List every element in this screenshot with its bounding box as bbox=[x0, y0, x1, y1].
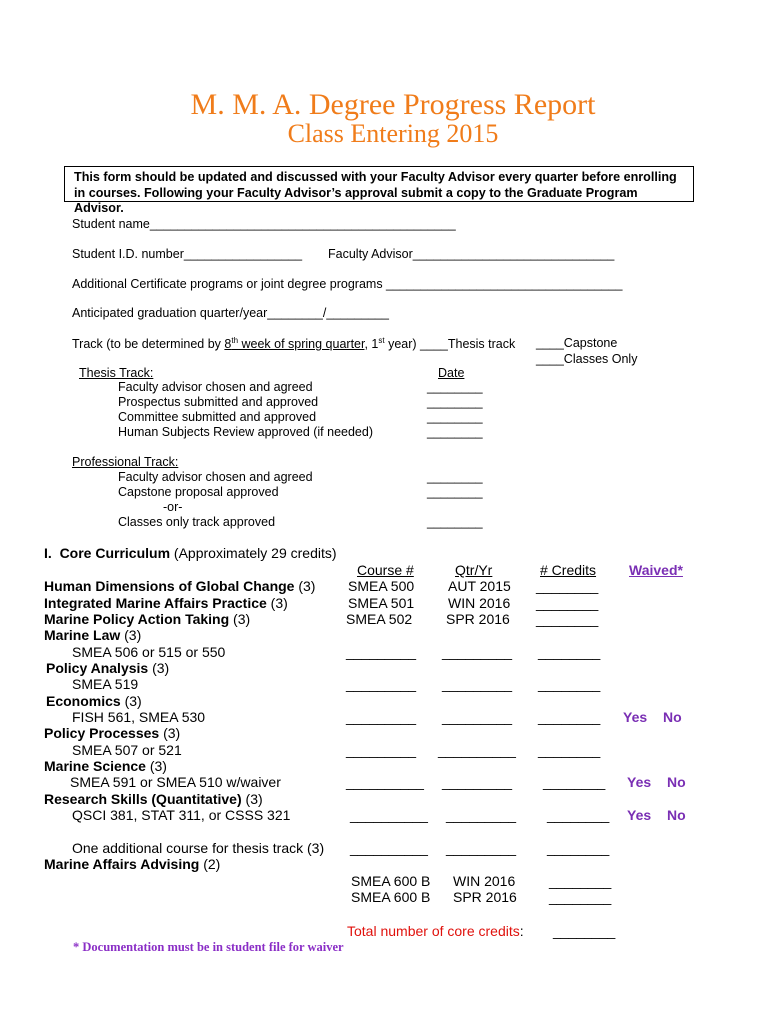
professional-or: -or- bbox=[163, 500, 183, 514]
date-blank[interactable]: ________ bbox=[427, 395, 483, 409]
student-name-field[interactable]: Student name____________________________________________ bbox=[72, 217, 456, 231]
core-qtr: WIN 2016 bbox=[453, 873, 516, 889]
core-course: SMEA 600 B bbox=[351, 873, 431, 889]
core-group-options: FISH 561, SMEA 530 bbox=[72, 709, 206, 725]
credits-blank[interactable]: ________ bbox=[536, 578, 599, 594]
credits-blank[interactable]: ________ bbox=[547, 840, 610, 856]
credits-blank[interactable]: ________ bbox=[543, 774, 606, 790]
core-qtr: AUT 2015 bbox=[448, 578, 511, 594]
col-course: Course # bbox=[357, 562, 414, 578]
course-blank[interactable]: __________ bbox=[346, 774, 424, 790]
credits-blank[interactable]: ________ bbox=[538, 709, 601, 725]
core-row: Marine Policy Action Taking (3) bbox=[44, 611, 251, 627]
core-group-options: SMEA 591 or SMEA 510 w/waiver bbox=[70, 774, 281, 790]
track-week: 8th week of spring quarter bbox=[224, 336, 365, 352]
credits-blank[interactable]: ________ bbox=[538, 676, 601, 692]
core-course: SMEA 500 bbox=[348, 578, 415, 594]
core-qtr: WIN 2016 bbox=[448, 595, 511, 611]
student-id-field[interactable]: Student I.D. number_________________ bbox=[72, 247, 303, 261]
page-title: M. M. A. Degree Progress Report bbox=[190, 88, 596, 121]
course-blank[interactable]: _________ bbox=[346, 709, 417, 725]
core-group: Marine Law (3) bbox=[44, 627, 142, 643]
core-group-options: QSCI 381, STAT 311, or CSSS 321 bbox=[72, 807, 291, 823]
date-blank[interactable]: ________ bbox=[427, 410, 483, 424]
credits-blank[interactable]: ________ bbox=[536, 611, 599, 627]
professional-track-heading: Professional Track: bbox=[72, 455, 179, 469]
core-group: Policy Analysis (3) bbox=[46, 660, 170, 676]
date-blank[interactable]: ________ bbox=[427, 470, 483, 484]
date-blank[interactable]: ________ bbox=[427, 485, 483, 499]
credits-blank[interactable]: ________ bbox=[547, 807, 610, 823]
track-option-classes-only[interactable]: ____Classes Only bbox=[536, 352, 638, 366]
core-row: Human Dimensions of Global Change (3) bbox=[44, 578, 316, 594]
course-blank[interactable]: _________ bbox=[346, 644, 417, 660]
page-subtitle: Class Entering 2015 bbox=[287, 119, 499, 148]
col-credits: # Credits bbox=[540, 562, 597, 578]
waived-yes-option[interactable]: Yes bbox=[623, 709, 648, 725]
core-group: Economics (3) bbox=[46, 693, 142, 709]
course-blank[interactable]: _________ bbox=[346, 676, 417, 692]
waived-no-option[interactable]: No bbox=[663, 709, 682, 725]
date-blank[interactable]: ________ bbox=[427, 425, 483, 439]
total-credits-label: Total number of core credits: bbox=[347, 923, 524, 939]
waived-yes-option[interactable]: Yes bbox=[627, 774, 652, 790]
core-group: Research Skills (Quantitative) (3) bbox=[44, 791, 263, 807]
core-group-options: SMEA 519 bbox=[72, 676, 139, 692]
professional-item: Faculty advisor chosen and agreed bbox=[118, 470, 313, 484]
total-credits-blank[interactable]: ________ bbox=[553, 923, 616, 939]
core-row: Integrated Marine Affairs Practice (3) bbox=[44, 595, 288, 611]
date-blank[interactable]: ________ bbox=[427, 515, 483, 529]
track-selection bbox=[72, 336, 515, 351]
qtr-blank[interactable]: __________ bbox=[438, 742, 516, 758]
thesis-item: Faculty advisor chosen and agreed bbox=[118, 380, 313, 394]
col-waived: Waived* bbox=[629, 562, 683, 578]
credits-blank[interactable]: ________ bbox=[549, 889, 612, 905]
core-heading: I. Core Curriculum (Approximately 29 credits) bbox=[44, 545, 337, 561]
date-blank[interactable]: ________ bbox=[427, 380, 483, 394]
core-qtr: SPR 2016 bbox=[446, 611, 510, 627]
additional-course-label: One additional course for thesis track (3) bbox=[72, 840, 325, 856]
col-qtr: Qtr/Yr bbox=[455, 562, 493, 578]
core-group: Policy Processes (3) bbox=[44, 725, 181, 741]
qtr-blank[interactable]: _________ bbox=[442, 644, 513, 660]
additional-programs-field[interactable]: Additional Certificate programs or joint degree programs __________________________________ bbox=[72, 277, 623, 291]
notice-box: This form should be updated and discussed with your Faculty Advisor every quarter before enrolling in courses. Following your Faculty Advisor’s approval submit a copy to the Graduate Program Advisor. bbox=[64, 166, 694, 202]
course-blank[interactable]: __________ bbox=[350, 807, 428, 823]
waived-no-option[interactable]: No bbox=[667, 774, 686, 790]
core-group: Marine Science (3) bbox=[44, 758, 167, 774]
thesis-item: Human Subjects Review approved (if needed) bbox=[118, 425, 373, 439]
professional-item: Classes only track approved bbox=[118, 515, 276, 529]
core-course: SMEA 502 bbox=[346, 611, 413, 627]
qtr-blank[interactable]: _________ bbox=[446, 807, 517, 823]
core-group: Marine Affairs Advising (2) bbox=[44, 856, 221, 872]
qtr-blank[interactable]: _________ bbox=[442, 676, 513, 692]
date-column-heading: Date bbox=[438, 366, 465, 380]
core-course: SMEA 501 bbox=[348, 595, 415, 611]
qtr-blank[interactable]: _________ bbox=[446, 840, 517, 856]
thesis-item: Prospectus submitted and approved bbox=[118, 395, 319, 409]
core-qtr: SPR 2016 bbox=[453, 889, 517, 905]
qtr-blank[interactable]: _________ bbox=[442, 709, 513, 725]
course-blank[interactable]: __________ bbox=[350, 840, 428, 856]
track-year: , 1st year) ____Thesis track bbox=[364, 336, 516, 352]
core-course: SMEA 600 B bbox=[351, 889, 431, 905]
thesis-track-heading: Thesis Track: bbox=[79, 366, 154, 380]
qtr-blank[interactable]: _________ bbox=[442, 774, 513, 790]
faculty-advisor-field[interactable]: Faculty Advisor_____________________________ bbox=[328, 247, 615, 261]
waived-yes-option[interactable]: Yes bbox=[627, 807, 652, 823]
credits-blank[interactable]: ________ bbox=[536, 595, 599, 611]
waiver-footnote: * Documentation must be in student file for waiver bbox=[73, 940, 344, 954]
credits-blank[interactable]: ________ bbox=[538, 644, 601, 660]
core-group-options: SMEA 506 or 515 or 550 bbox=[72, 644, 226, 660]
credits-blank[interactable]: ________ bbox=[538, 742, 601, 758]
track-prefix: Track (to be determined by bbox=[72, 337, 225, 352]
graduation-field[interactable]: Anticipated graduation quarter/year________/_________ bbox=[72, 306, 389, 320]
thesis-item: Committee submitted and approved bbox=[118, 410, 317, 424]
track-option-capstone[interactable]: ____Capstone bbox=[536, 336, 618, 350]
credits-blank[interactable]: ________ bbox=[549, 873, 612, 889]
core-group-options: SMEA 507 or 521 bbox=[72, 742, 182, 758]
waived-no-option[interactable]: No bbox=[667, 807, 686, 823]
professional-item: Capstone proposal approved bbox=[118, 485, 279, 499]
course-blank[interactable]: _________ bbox=[346, 742, 417, 758]
